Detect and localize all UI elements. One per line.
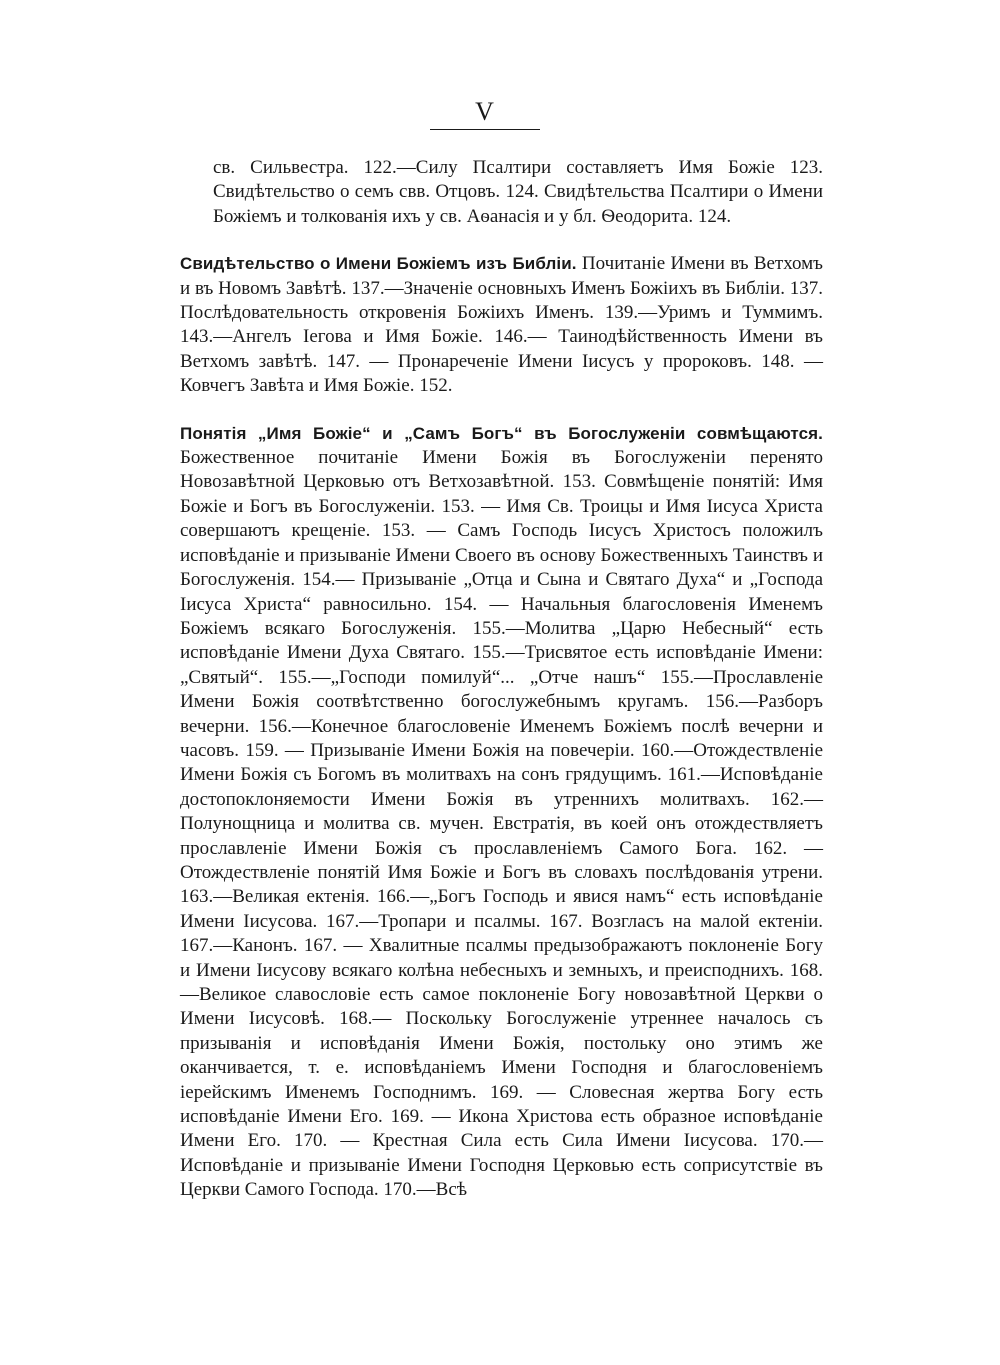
paragraph-liturgy bbox=[180, 422, 823, 1203]
header-rule bbox=[430, 129, 540, 130]
paragraph-continuation bbox=[213, 156, 823, 229]
page-number: V bbox=[475, 97, 495, 126]
section-heading: Свидѣтельство о Имени Божіемъ изъ Библіи. bbox=[180, 254, 577, 274]
paragraph-text: Почитаніе Имени въ Ветхомъ и въ Новомъ Завѣтѣ. 137.—Значеніе основныхъ Именъ Божіихъ въ Библіи. 137. Послѣдовательность откровенія Божіихъ Именъ. 139.—Уримъ и Туммимъ. 143.—Ангелъ Іегова и Имя Божіе. 146.— Таинодѣйственность Имени въ Ветхомъ завѣтѣ. 147. — Пронареченіе Имени Іисусъ у пророковъ. 148. — Ковчегъ Завѣта и Имя Божіе. 152. bbox=[180, 253, 823, 397]
paragraph-bible-testimony bbox=[180, 252, 823, 398]
paragraph-text: Божественное почитаніе Имени Божія въ Богослуженіи перенято Новозавѣтной Церковью отъ Ветхозавѣтной. 153. Совмѣщеніе понятій: Имя Божіе и Богъ въ Богослуженіи. 153. — Имя Св. Троицы и Имя Іисуса Христа совершаютъ крещеніе. 153. — Самъ Господь Іисусъ Христосъ положилъ исповѣданіе и призываніе Имени Своего въ основу Божественныхъ Таинствъ и Богослуженія. 154.— Призываніе „Отца и Сына и Святаго Духа“ и „Господа Іисуса Христа“ равносильно. 154. — Начальныя благословенія Именемъ Божіемъ всякаго Богослуженія. 155.—Молитва „Царю Небесный“ есть исповѣданіе Имени Духа Святаго. 155.—Трисвятое есть исповѣданіе Имени: „Святый“. 155.—„Господи помилуй“... „Отче нашъ“ 155.—Прославленіе Имени Божія соотвѣтственно богослужебнымъ кругамъ. 156.—Разборъ вечерни. 156.—Конечное благословеніе Именемъ Божіемъ послѣ вечерни и часовъ. 159. — Призываніе Имени Божія на повечеріи. 160.—Отождествленіе Имени Божія съ Богомъ въ молитвахъ на сонъ грядущимъ. 161.—Исповѣданіе достопоклоняемости Имени Божія въ утреннихъ молитвахъ. 162.—Полунощница и молитва св. мучен. Евстратія, въ коей онъ отождествляетъ прославленіе Имени Божія съ прославленіемъ Самого Бога. 162. — Отождествленіе понятій Имя Божіе и Богъ въ словахъ послѣдованія утрени. 163.—Великая ектенія. 166.—„Богъ Господь и явися намъ“ есть исповѣданіе Имени Іисусова. 167.—Тропари и псалмы. 167. Возгласъ на малой ектеніи. 167.—Канонъ. 167. — Хвалитные псалмы предызображаютъ поклоненіе Богу и Имени Іисусову всякаго колѣна небесныхъ и земныхъ, и преисподнихъ. 168.—Великое славословіе есть самое поклоненіе Богу новозавѣтной Церкви о Имени Іисусовѣ. 168.— Поскольку Богослуженіе утреннее началось съ призыванія и исповѣданія Имени Божія, постольку оно этимъ же оканчивается, т. е. исповѣданіемъ Имени Господня и благословеніемъ іерейскимъ Именемъ Господнимъ. 169. — Словесная жертва Богу есть исповѣданіе Имени Его. 169. — Икона Христова есть образное исповѣданіе Имени Его. 170. — Крестная Сила есть Сила Имени Іисусова. 170.—Исповѣданіе и призываніе Имени Господня Церковью есть соприсутствіе въ Церкви Самого Господа. 170.—Всѣ bbox=[180, 447, 823, 1201]
paragraph-text: св. Сильвестра. 122.—Силу Псалтири составляетъ Имя Божіе 123. Свидѣтельство о семъ свв. Отцовъ. 124. Свидѣтельства Псалтири о Имени Божіемъ и толкованія ихъ у св. Аѳанасія и у бл. Ѳеодорита. 124. bbox=[213, 157, 823, 227]
section-heading: Понятія „Имя Божіе“ и „Самъ Богъ“ въ Богослуженіи совмѣщаются. bbox=[180, 423, 823, 443]
body-text bbox=[180, 156, 823, 1226]
